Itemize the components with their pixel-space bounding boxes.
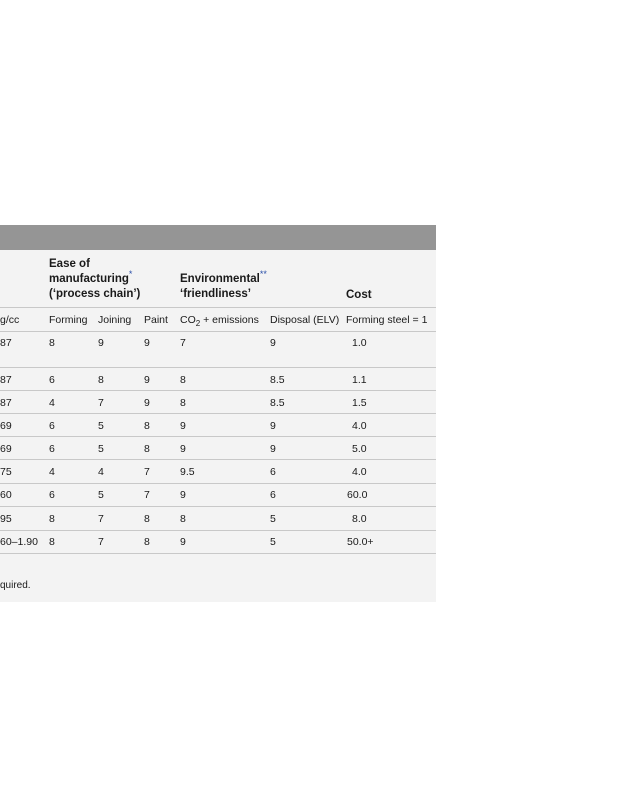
cell-density: 69 xyxy=(0,420,12,432)
cell-joining: 5 xyxy=(98,443,104,455)
table-footnote: quired. xyxy=(0,580,31,591)
ease-header-line3: (‘process chain’) xyxy=(49,288,141,300)
cell-joining: 5 xyxy=(98,489,104,501)
cell-co2: 9 xyxy=(180,420,186,432)
cell-disposal: 9 xyxy=(270,420,276,432)
cell-cost: 1.5 xyxy=(352,397,367,409)
cell-co2: 9 xyxy=(180,443,186,455)
subheader-paint: Paint xyxy=(144,314,168,326)
row-divider xyxy=(0,367,436,368)
cell-disposal: 5 xyxy=(270,513,276,525)
cell-paint: 7 xyxy=(144,466,150,478)
cell-paint: 8 xyxy=(144,513,150,525)
cell-density: 87 xyxy=(0,374,12,386)
cell-co2: 9 xyxy=(180,489,186,501)
env-header-line1 xyxy=(180,269,267,287)
table-panel xyxy=(0,225,436,602)
cell-forming: 4 xyxy=(49,397,55,409)
row-divider xyxy=(0,459,436,460)
cell-co2: 9.5 xyxy=(180,466,195,478)
cell-cost: 1.1 xyxy=(352,374,367,386)
cell-forming: 8 xyxy=(49,513,55,525)
footnote-marker-single: * xyxy=(128,269,133,280)
cell-cost: 4.0 xyxy=(352,420,367,432)
cell-forming: 6 xyxy=(49,420,55,432)
subheader-joining: Joining xyxy=(98,314,132,326)
subheader-divider xyxy=(0,331,436,332)
cell-paint: 9 xyxy=(144,337,150,349)
row-divider xyxy=(0,530,436,531)
ease-of-manufacturing-header xyxy=(49,257,140,302)
row-divider xyxy=(0,413,436,414)
cell-cost: 5.0 xyxy=(352,443,367,455)
subheader-density: g/cc xyxy=(0,314,20,326)
cell-disposal: 5 xyxy=(270,536,276,548)
table-bottom-rule xyxy=(0,553,436,554)
row-divider xyxy=(0,436,436,437)
subheader-emissions-text: + emissions xyxy=(200,314,259,326)
row-divider xyxy=(0,483,436,484)
cell-cost: 8.0 xyxy=(352,513,367,525)
cell-density: 69 xyxy=(0,443,12,455)
cell-density: 60–1.90 xyxy=(0,536,38,548)
cell-forming: 6 xyxy=(49,489,55,501)
subheader-co2-text: CO xyxy=(180,314,196,326)
cell-paint: 7 xyxy=(144,489,150,501)
cell-cost: 50.0+ xyxy=(347,536,374,548)
cell-density: 60 xyxy=(0,489,12,501)
environmental-friendliness-header xyxy=(180,269,267,302)
cell-co2: 8 xyxy=(180,374,186,386)
cell-disposal: 9 xyxy=(270,443,276,455)
ease-header-line2-text: manufacturing xyxy=(49,273,129,285)
cell-joining: 8 xyxy=(98,374,104,386)
env-header-line1-text: Environmental xyxy=(180,273,260,285)
cell-disposal: 9 xyxy=(270,337,276,349)
cell-paint: 8 xyxy=(144,536,150,548)
cell-density: 87 xyxy=(0,337,12,349)
cell-co2: 8 xyxy=(180,513,186,525)
cell-joining: 5 xyxy=(98,420,104,432)
cell-density: 87 xyxy=(0,397,12,409)
cost-header: Cost xyxy=(346,289,372,301)
cell-forming: 8 xyxy=(49,536,55,548)
subheader-disposal: Disposal (ELV) xyxy=(270,314,340,326)
cell-disposal: 8.5 xyxy=(270,374,285,386)
footnote-marker-double: ** xyxy=(259,269,267,280)
cell-joining: 9 xyxy=(98,337,104,349)
subheader-forming: Forming xyxy=(49,314,88,326)
subheader-co2-emissions xyxy=(180,314,259,327)
cell-cost: 1.0 xyxy=(352,337,367,349)
cell-joining: 7 xyxy=(98,513,104,525)
cell-co2: 8 xyxy=(180,397,186,409)
row-divider xyxy=(0,390,436,391)
cell-forming: 6 xyxy=(49,443,55,455)
cell-co2: 7 xyxy=(180,337,186,349)
cell-co2: 9 xyxy=(180,536,186,548)
subheader-co2-subscript: 2 xyxy=(195,319,201,329)
cell-paint: 8 xyxy=(144,420,150,432)
cell-forming: 8 xyxy=(49,337,55,349)
ease-header-line2 xyxy=(49,269,140,287)
cell-forming: 6 xyxy=(49,374,55,386)
cell-forming: 4 xyxy=(49,466,55,478)
table-title-bar xyxy=(0,225,436,250)
cell-disposal: 6 xyxy=(270,466,276,478)
cell-disposal: 6 xyxy=(270,489,276,501)
row-divider xyxy=(0,506,436,507)
cell-density: 95 xyxy=(0,513,12,525)
cell-cost: 60.0 xyxy=(347,489,368,501)
cell-cost: 4.0 xyxy=(352,466,367,478)
ease-header-line1: Ease of xyxy=(49,258,90,270)
cell-disposal: 8.5 xyxy=(270,397,285,409)
header-divider xyxy=(0,307,436,308)
cell-paint: 8 xyxy=(144,443,150,455)
env-header-line2: ‘friendliness’ xyxy=(180,288,251,300)
cell-paint: 9 xyxy=(144,397,150,409)
cell-joining: 7 xyxy=(98,536,104,548)
subheader-cost-basis: Forming steel = 1 xyxy=(346,314,428,326)
cell-paint: 9 xyxy=(144,374,150,386)
cell-joining: 7 xyxy=(98,397,104,409)
cell-density: 75 xyxy=(0,466,12,478)
cell-joining: 4 xyxy=(98,466,104,478)
